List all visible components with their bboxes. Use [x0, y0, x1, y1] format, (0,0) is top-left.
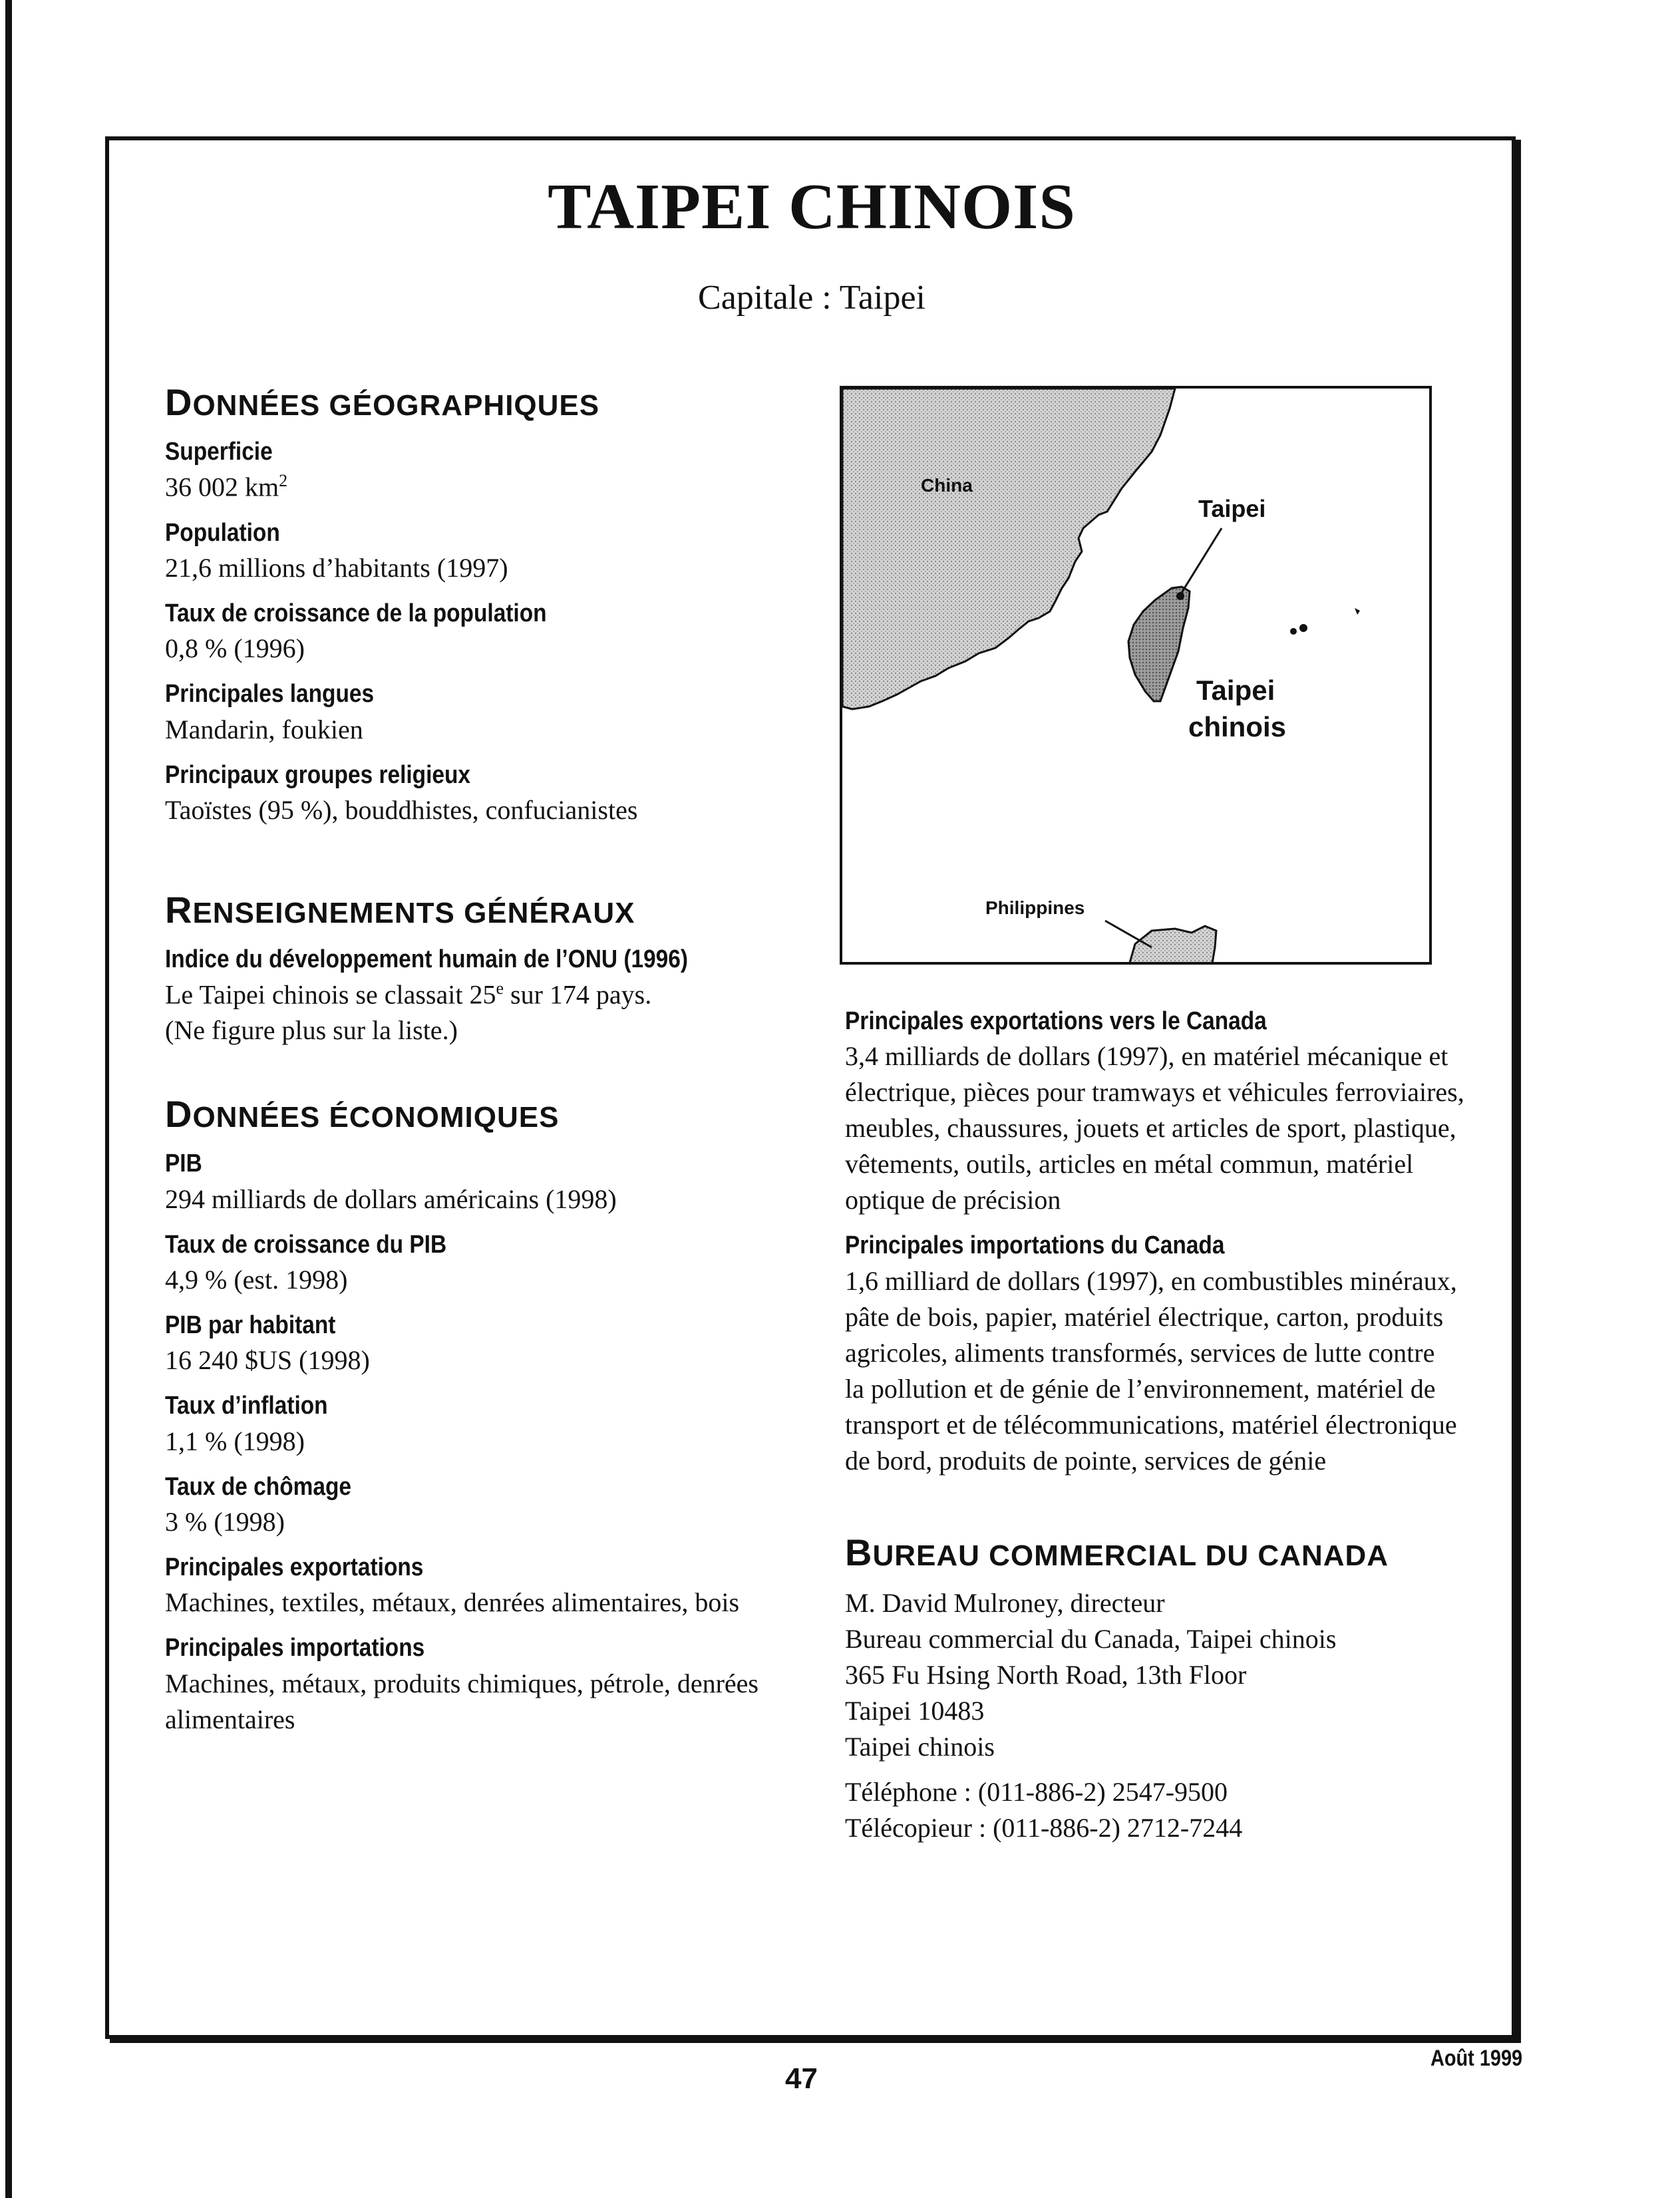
hdi-value: Le Taipei chinois se classait 25e sur 174 pays.: [165, 979, 652, 1010]
office-line-3: 365 Fu Hsing North Road, 13th Floor: [845, 1659, 1247, 1690]
gdp-label: PIB: [165, 1150, 202, 1178]
exports-canada-label: Principales exportations vers le Canada: [845, 1007, 1267, 1035]
frame-shadow-bottom: [110, 2038, 1521, 2043]
pop-growth-label: Taux de croissance de la population: [165, 599, 547, 627]
right-column: [845, 1005, 1477, 1846]
office-heading: BUREAU COMMERCIAL DU CANADA: [845, 1531, 1389, 1573]
office-line-4: Taipei 10483: [845, 1695, 985, 1726]
hdi-note: (Ne figure plus sur la liste.): [165, 1015, 458, 1046]
islet-3: [1355, 608, 1360, 615]
area-value: 36 002 $km^2$: [165, 471, 288, 502]
exports-label: Principales exportations: [165, 1553, 424, 1581]
page-title: TAIPEI CHINOIS: [548, 171, 1076, 243]
eco-heading: DONNÉES ÉCONOMIQUES: [165, 1093, 560, 1136]
office-line-2: Bureau commercial du Canada, Taipei chinois: [845, 1623, 1337, 1654]
religions-label: Principaux groupes religieux: [165, 760, 471, 789]
population-value: 21,6 millions d’habitants (1997): [165, 552, 508, 583]
exports-canada-value: 3,4 milliards de dollars (1997), en matériel mécanique et électrique, pièces pour tramways et véhicules ferroviaires, meubles, chaussures, jouets et articles de sport, plastique, vêtements, outils, articles en métal commun, matériel optique de précision: [845, 1041, 1464, 1215]
map-label-taipei-chinois-1: Taipei: [1196, 675, 1275, 706]
inflation-label: Taux d’inflation: [165, 1392, 328, 1420]
office-line-5: Taipei chinois: [845, 1731, 995, 1762]
population-label: Population: [165, 518, 280, 547]
philippines-landmass: [1128, 926, 1216, 965]
gdp-growth-value: 4,9 % (est. 1998): [165, 1265, 348, 1295]
page-number: 47: [785, 2062, 818, 2095]
languages-label: Principales langues: [165, 680, 375, 708]
languages-value: Mandarin, foukien: [165, 714, 363, 744]
taipei-dot: [1176, 592, 1184, 600]
geo-heading: DONNÉES GÉOGRAPHIQUES: [165, 381, 600, 423]
area-exponent: 2: [279, 471, 288, 491]
unemployment-label: Taux de chômage: [165, 1472, 351, 1501]
map-label-philippines: Philippines: [985, 897, 1085, 918]
frame-shadow-right: [1516, 140, 1521, 2042]
imports-value: Machines, métaux, produits chimiques, pétrole, denrées alimentaires: [165, 1668, 758, 1734]
map-label-taipei: Taipei: [1198, 495, 1266, 522]
philippines-pointer: [1105, 921, 1152, 947]
inflation-value: 1,1 % (1998): [165, 1426, 305, 1456]
religions-value: Taoïstes (95 %), bouddhistes, confucianistes: [165, 794, 638, 825]
imports-canada-label: Principales importations du Canada: [845, 1231, 1225, 1260]
location-map: [840, 386, 1432, 965]
islet-1: [1290, 628, 1297, 635]
publication-date: Août 1999: [1430, 2046, 1523, 2071]
imports-canada-value: 1,6 milliard de dollars (1997), en combustibles minéraux, pâte de bois, papier, matériel électrique, carton, produits agricoles, aliments transformés, services de lutte contre la pollution et de génie de l’environnement, matériel de transport et de télécommunications, matériel électronique de bord, produits de pointe, services de génie: [845, 1265, 1457, 1476]
taipei-pointer: [1180, 528, 1222, 595]
area-label: Superficie: [165, 438, 273, 466]
hdi-label: Indice du développement humain de l’ONU (1996): [165, 945, 688, 973]
office-fax: Télécopieur : (011-886-2) 2712-7244: [845, 1812, 1243, 1843]
gdp-growth-label: Taux de croissance du PIB: [165, 1230, 447, 1259]
pop-growth-value: 0,8 % (1996): [165, 633, 305, 664]
office-phone: Téléphone : (011-886-2) 2547-9500: [845, 1776, 1228, 1807]
taiwan-island: [1128, 587, 1190, 701]
office-line-1: M. David Mulroney, directeur: [845, 1587, 1165, 1618]
gdp-per-capita-value: 16 240 $US (1998): [165, 1345, 370, 1376]
map-label-taipei-chinois-2: chinois: [1188, 711, 1287, 742]
gdp-per-capita-label: PIB par habitant: [165, 1311, 336, 1340]
left-column: [165, 379, 830, 1748]
binding-edge: [5, 0, 12, 2198]
general-heading: RENSEIGNEMENTS GÉNÉRAUX: [165, 888, 635, 931]
capital-subtitle: Capitale : Taipei: [698, 279, 925, 317]
exports-value: Machines, textiles, métaux, denrées alimentaires, bois: [165, 1587, 740, 1618]
china-landmass: [842, 389, 1175, 709]
unemployment-value: 3 % (1998): [165, 1506, 285, 1537]
islet-2: [1299, 624, 1307, 632]
imports-label: Principales importations: [165, 1634, 425, 1662]
gdp-value: 294 milliards de dollars américains (1998): [165, 1183, 617, 1214]
map-label-china: China: [921, 475, 973, 496]
